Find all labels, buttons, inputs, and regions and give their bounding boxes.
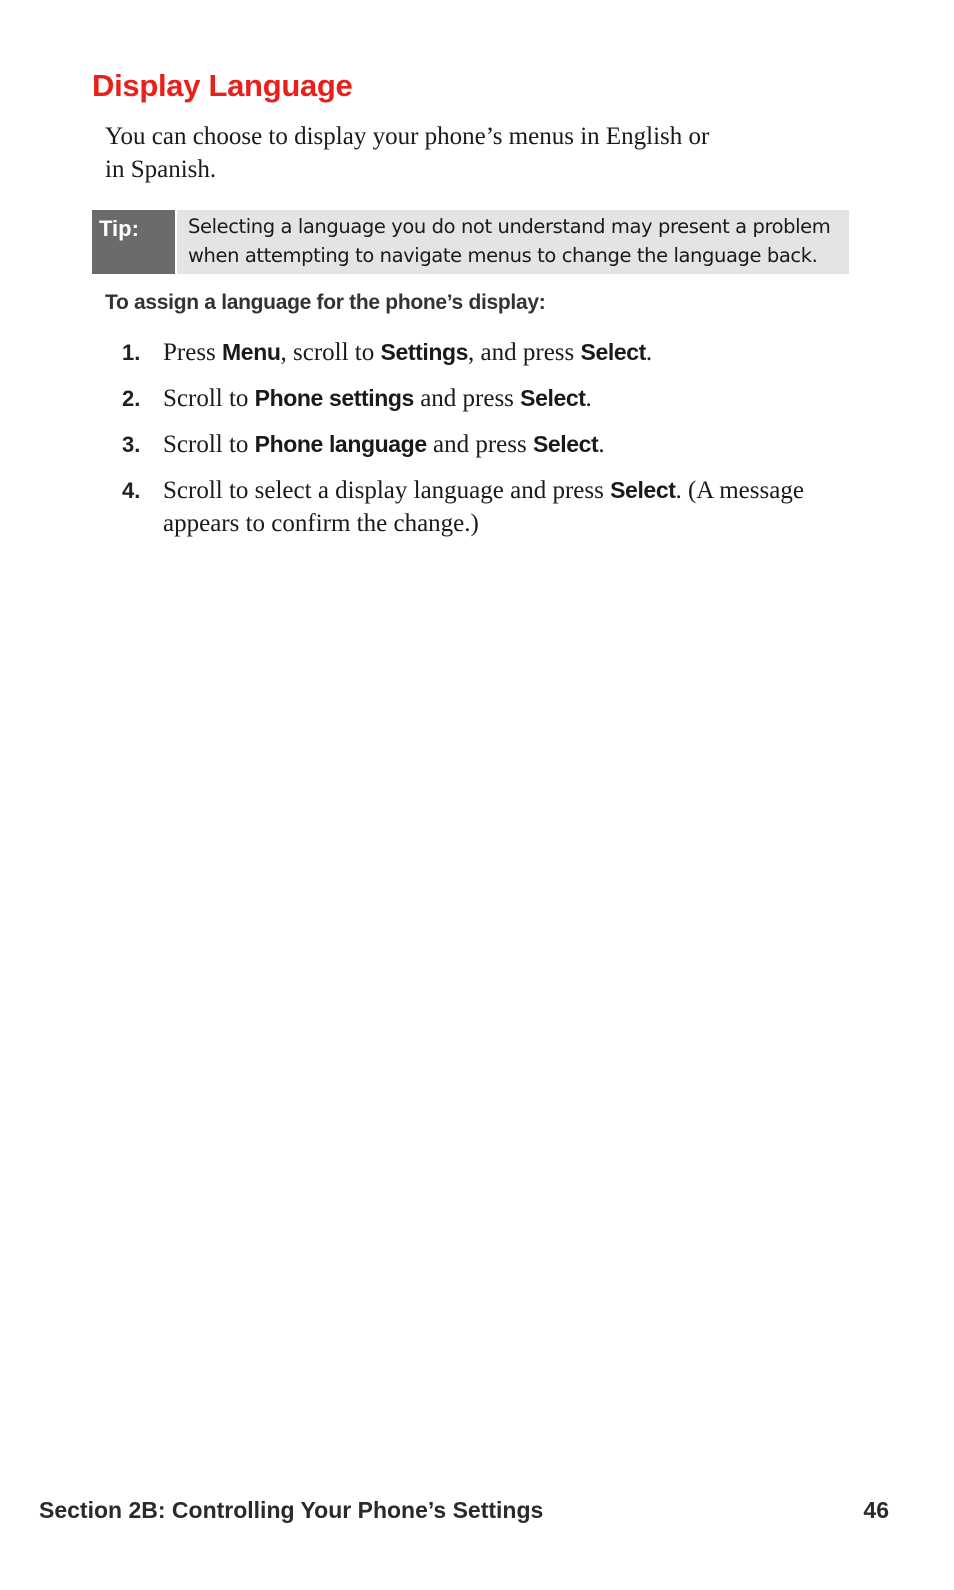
footer-section-title: Section 2B: Controlling Your Phone’s Settings [39,1497,544,1523]
step-text-part: Scroll to [163,431,255,458]
step-text-part: appears to confirm the change.) [163,510,479,537]
step-text-part: , scroll to [280,339,381,366]
step-number: 1. [122,340,141,365]
select-keyword: Select [610,477,676,503]
step-text [163,428,832,461]
step-text [163,474,832,540]
step-1 [122,336,832,369]
step-text-part: , and press [468,339,581,366]
step-4 [122,474,832,540]
step-text-part: Scroll to select a display language and press [163,477,611,504]
page-title: Display Language [92,68,353,103]
step-text-part: . (A message [675,477,804,504]
step-2 [122,382,832,415]
tip-box [92,210,849,274]
tip-line-1: Selecting a language you do not understand may present a problem [188,215,831,238]
intro-paragraph [105,120,805,186]
select-keyword: Select [580,339,646,365]
intro-line-1: You can choose to display your phone’s menus in English or [105,123,710,150]
menu-keyword: Menu [222,339,281,365]
footer-page-number: 46 [863,1497,889,1523]
step-text-part: . [585,385,592,412]
step-text [163,336,832,369]
steps-list [122,336,832,553]
procedure-heading: To assign a language for the phone’s display: [105,291,546,314]
step-text-part: and press [413,385,521,412]
step-number: 4. [122,478,141,503]
step-text-part: Press [163,339,223,366]
step-text-part: . [598,431,605,458]
step-3 [122,428,832,461]
phone-settings-keyword: Phone settings [254,385,414,411]
step-number: 3. [122,432,141,457]
settings-keyword: Settings [380,339,469,365]
select-keyword: Select [532,431,599,457]
step-number: 2. [122,386,141,411]
step-text-part: . [645,339,653,366]
step-text-part: Scroll to [163,385,255,412]
step-text [163,382,832,415]
tip-text [177,210,849,274]
intro-line-2: in Spanish. [105,156,217,183]
step-text-part: and press [426,431,533,458]
phone-language-keyword: Phone language [254,431,427,457]
tip-line-2: when attempting to navigate menus to change the language back. [188,244,818,267]
select-keyword: Select [520,385,586,411]
tip-label: Tip: [92,210,175,274]
